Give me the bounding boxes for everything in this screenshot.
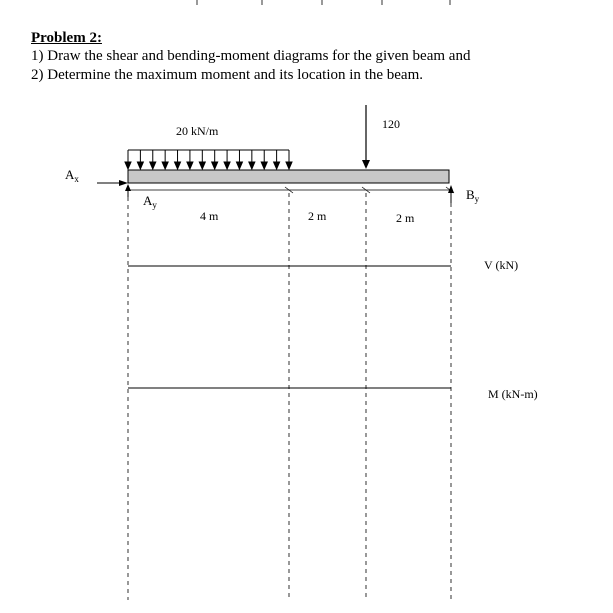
segment-label-1: 4 m [200,209,219,223]
problem-title: Problem 2: [31,30,102,46]
distributed-load [125,150,292,169]
distributed-load-label: 20 kN/m [176,124,219,138]
segment-label-3: 2 m [396,211,415,225]
dimension-line [128,187,454,193]
distributed-load-arrowhead [199,162,205,169]
reaction-ax-label: $A_x$ [65,167,79,184]
distributed-load-arrowhead [236,162,242,169]
distributed-load-arrowhead [162,162,168,169]
reaction-ay-arrow [125,184,131,197]
reaction-ax-arrow [97,180,128,186]
top-cropped-dimension-marks [197,0,450,5]
distributed-load-arrowhead [286,162,292,169]
reaction-by-arrow [448,185,454,203]
distributed-load-arrowhead [212,162,218,169]
distributed-load-arrowhead [125,162,131,169]
shear-diagram-label: V (kN) [484,258,519,272]
distributed-load-arrowhead [150,162,156,169]
distributed-load-arrowhead [261,162,267,169]
beam [128,170,449,183]
reaction-by-label: $B_y$ [466,187,480,204]
distributed-load-arrowhead [175,162,181,169]
instruction-line-1: 1) Draw the shear and bending-moment diagrams for the given beam and [31,48,471,64]
segment-label-2: 2 m [308,209,327,223]
reaction-ay-label: $A_y$ [143,193,157,210]
distributed-load-arrowhead [224,162,230,169]
point-load-label: 120 [382,117,400,131]
point-load-arrow [362,105,370,169]
distributed-load-arrowhead [137,162,143,169]
moment-diagram-label: M (kN-m) [488,387,538,401]
guide-lines [128,193,451,600]
distributed-load-arrowhead [187,162,193,169]
distributed-load-arrowhead [249,162,255,169]
instruction-line-2: 2) Determine the maximum moment and its location in the beam. [31,67,423,83]
distributed-load-arrowhead [274,162,280,169]
